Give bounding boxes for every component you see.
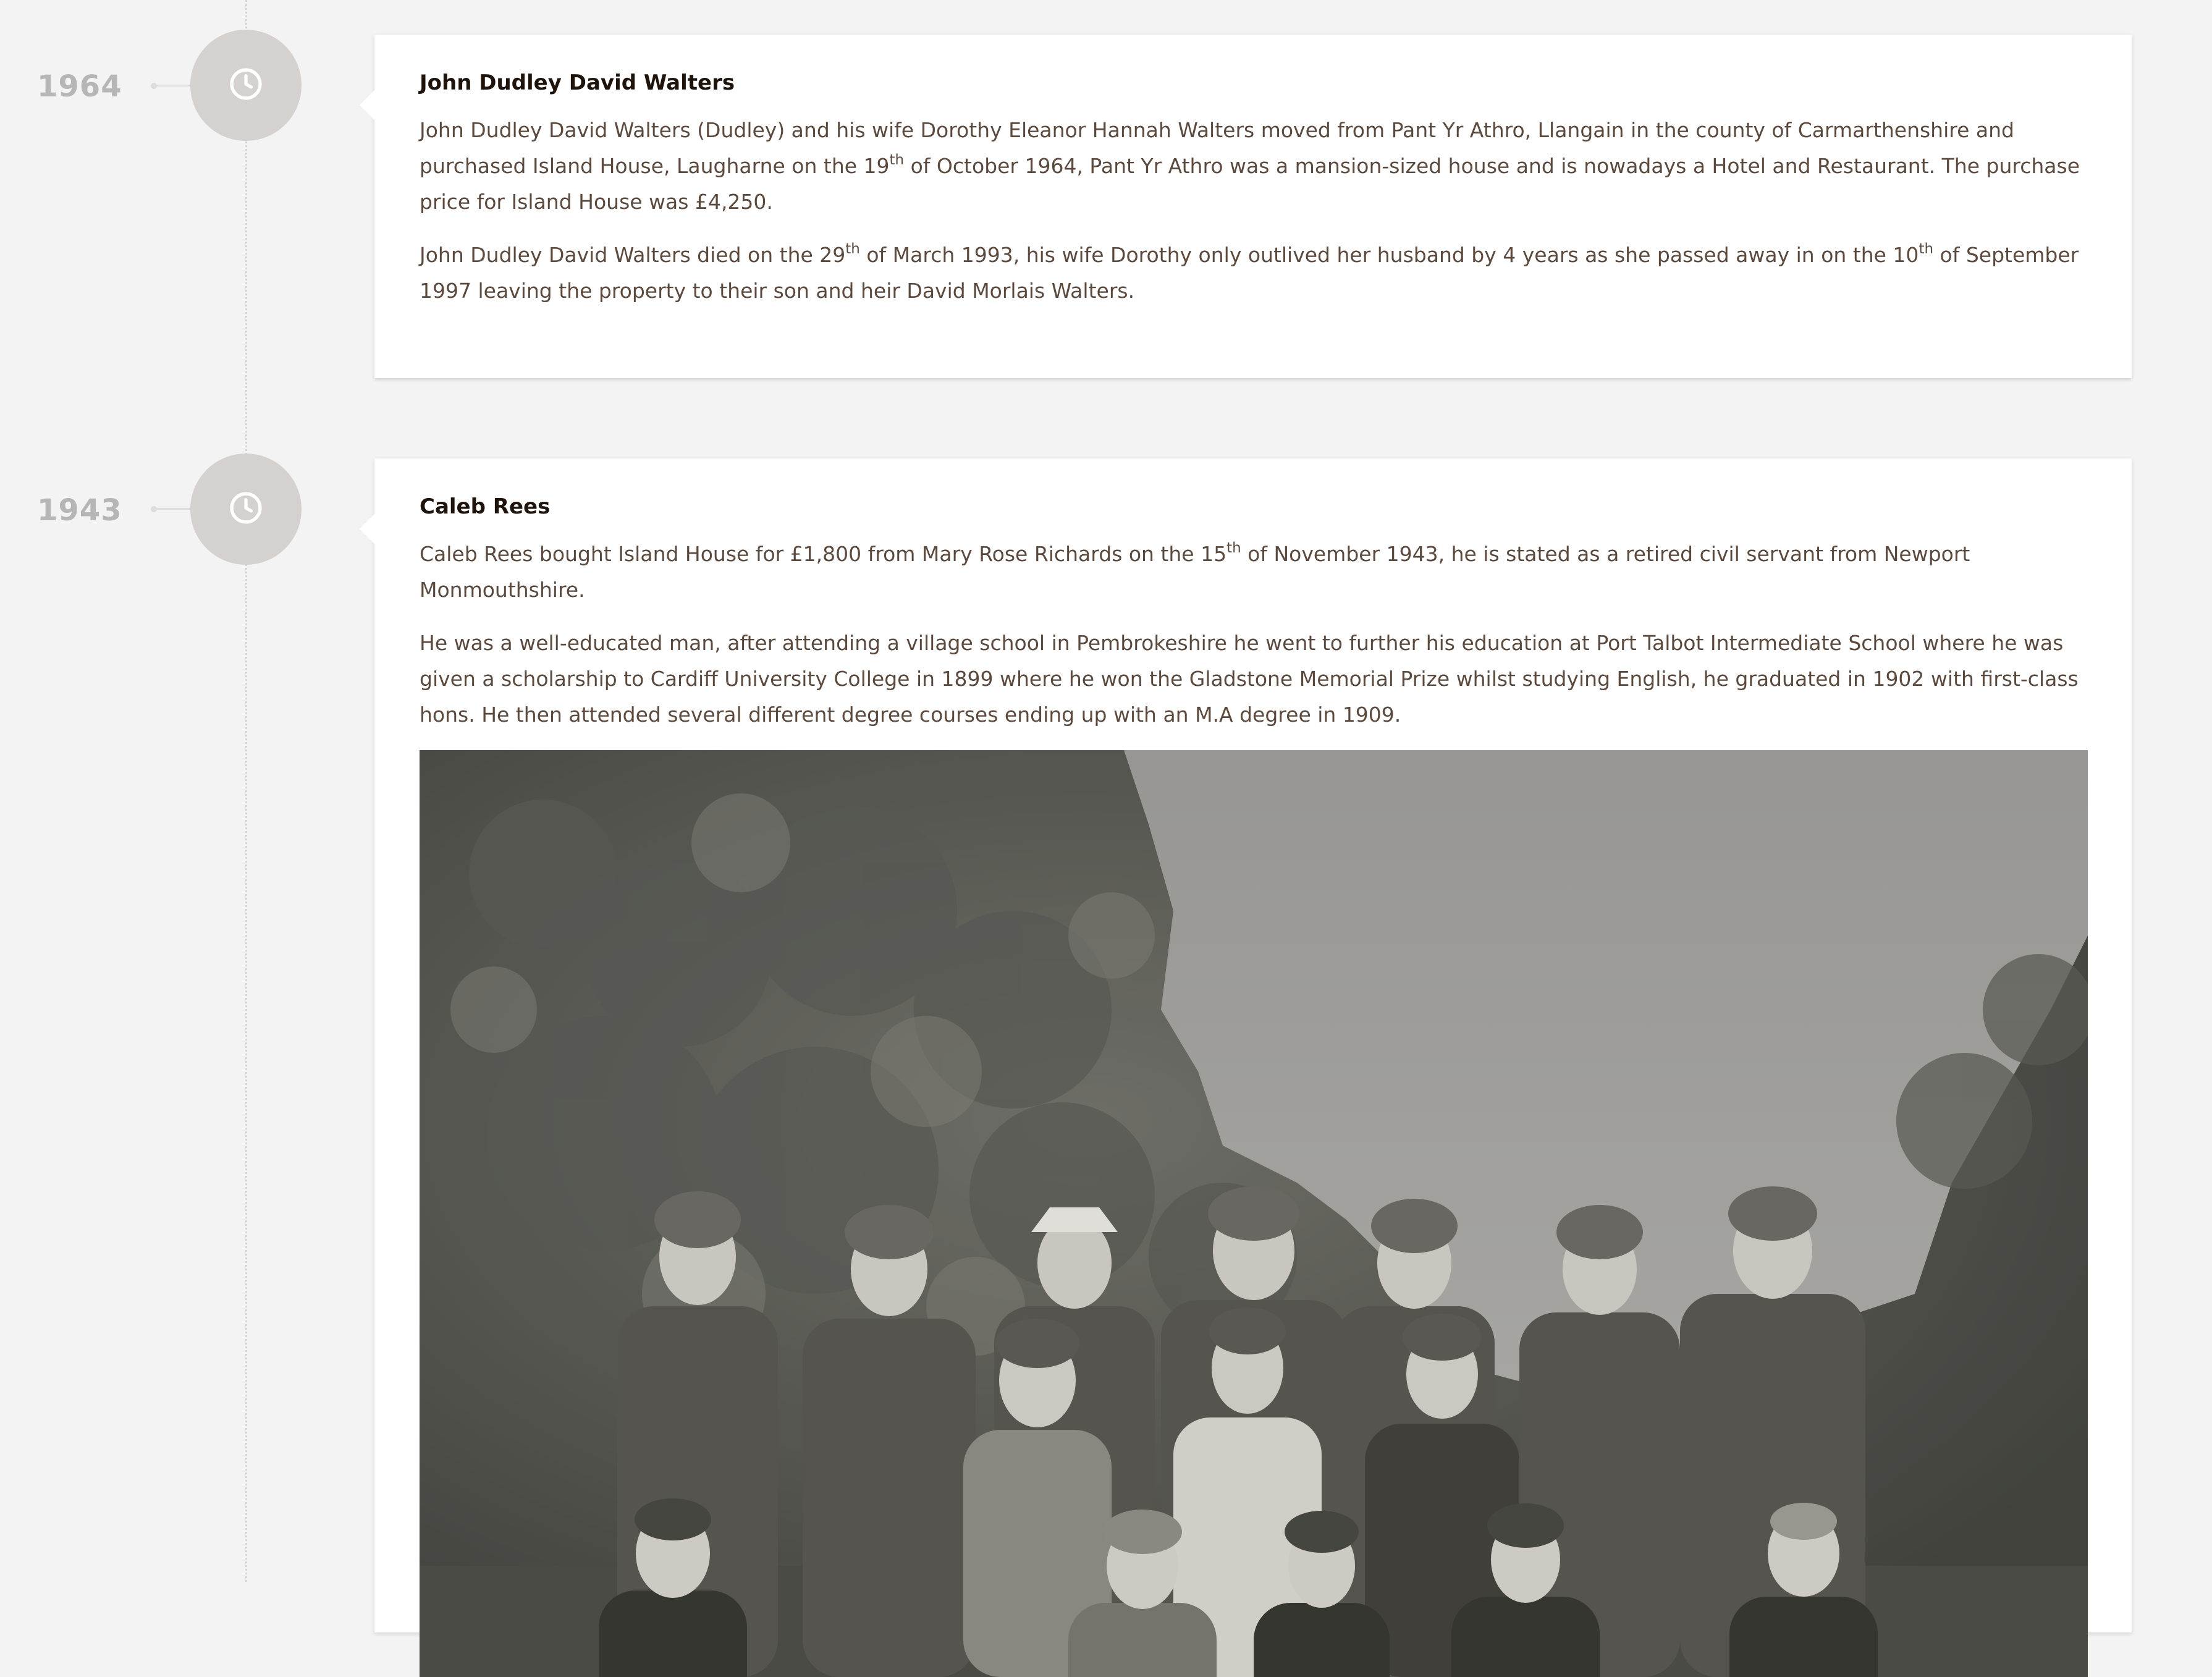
paragraph-text: John Dudley David Walters (Dudley) and his wife Dorothy Eleanor Hannah Walters moved from Pant Yr Athro, Llangain in the county of Carmarthenshire and purchased Island House, Laugharne on the 19 <box>420 118 2014 178</box>
ordinal-suffix: th <box>1226 540 1241 556</box>
timeline-card <box>374 35 2132 378</box>
ordinal-suffix: th <box>845 241 860 257</box>
timeline-year: 1943 <box>37 493 122 528</box>
timeline-marker <box>190 30 302 141</box>
clock-icon <box>228 490 264 529</box>
card-pointer <box>360 514 374 544</box>
paragraph-text: of March 1993, his wife Dorothy only outlived her husband by 4 years as she passed away in on the 10 <box>859 243 1919 267</box>
entry-paragraph <box>420 536 2087 608</box>
entry-paragraph <box>420 237 2087 309</box>
entry-paragraph <box>420 625 2087 733</box>
entry-title: Caleb Rees <box>420 494 551 519</box>
paragraph-text: He was a well-educated man, after attending a village school in Pembrokeshire he went to further his education at Port Talbot Intermediate School where he was given a scholarship to Cardiff University College in 1899 where he won the Gladstone Memorial Prize whilst studying English, he graduated in 1902 with first-class hons. He then attended several different degree courses ending up with an M.A degree in 1909. <box>420 631 2079 727</box>
paragraph-text: of October 1964, Pant Yr Athro was a mansion-sized house and is nowadays a Hotel and Restaurant. The purchase price for Island House was £4,250. <box>420 154 2080 214</box>
entry-title: John Dudley David Walters <box>420 70 735 95</box>
card-pointer <box>360 90 374 120</box>
timeline-card <box>374 458 2132 1633</box>
timeline-line <box>245 0 247 1582</box>
timeline-year: 1964 <box>37 69 122 104</box>
timeline-marker <box>190 454 302 565</box>
clock-icon <box>228 66 264 105</box>
ordinal-suffix: th <box>889 152 905 168</box>
paragraph-text: Caleb Rees bought Island House for £1,800 from Mary Rose Richards on the 15 <box>420 542 1227 566</box>
paragraph-text: of November 1943, he is stated as a retired civil servant from Newport Monmouthshire. <box>420 542 1970 602</box>
entry-paragraph <box>420 112 2087 220</box>
paragraph-text: John Dudley David Walters died on the 29 <box>420 243 846 267</box>
connector-line <box>152 508 193 510</box>
group-photo[interactable] <box>420 750 2088 1677</box>
paragraph-text: of September 1997 leaving the property to their son and heir David Morlais Walters. <box>420 243 2079 303</box>
connector-line <box>152 85 193 87</box>
ordinal-suffix: th <box>1919 241 1934 257</box>
